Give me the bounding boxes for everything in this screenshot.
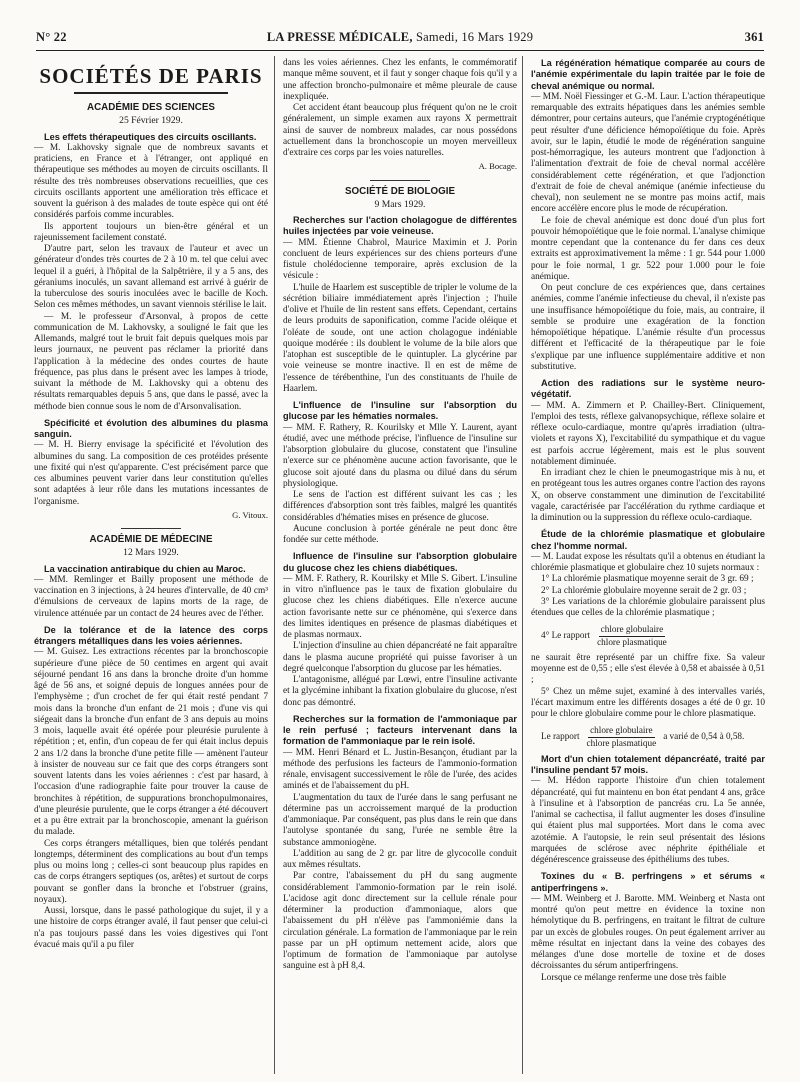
paragraph: — M. Laudat expose les résultats qu'il a obtenus en étudiant la chlorémie plasmatique et globulaire chez 10 sujets normaux : bbox=[531, 551, 765, 573]
column-1 bbox=[34, 58, 268, 1074]
paragraph: L'addition au sang de 2 gr. par litre de glycocolle conduit aux mêmes résultats. bbox=[283, 848, 517, 870]
issue-number: N° 22 bbox=[36, 30, 67, 44]
issue-date: Samedi, 16 Mars 1929 bbox=[416, 30, 534, 44]
paragraph: L'augmentation du taux de l'urée dans le sang perfusant ne détermine pas un accroissement marqué de la production d'ammoniaque. Par conséquent, pas plus dans le rein que dans l'autolyse spontanée du sang, l'urée ne semble être la substance ammoniogène. bbox=[283, 792, 517, 848]
page-title: SOCIÉTÉS DE PARIS bbox=[39, 64, 263, 88]
paragraph: — MM. Weinberg et J. Barotte. MM. Weinberg et Nasta ont montré qu'on peut mettre en évidence la toxine non hémolytique du B. perfringens, en traitant le filtrat de culture par un excès de globules rouges. On peut également arriver au même résultat en injectant dans la veine des cobayes des mélanges d'une dose mortelle de toxine et de doses décroissantes du sérum antiperfringens. bbox=[531, 893, 765, 972]
paragraph: Par contre, l'abaissement du pH du sang augmente considérablement l'ammonio-formation par le rein isolé. L'acidose agit donc directement sur la cellule rénale pour déterminer la production d'ammoniaque, alors que l'abaissement du pH n'élève pas l'ammoniémie dans la circulation générale. La formation de l'ammoniaque par le rein passe par un pH optimum nettement acide, alors que l'optimum de formation de l'ammoniaque par autolyse sanguine est à pH 8,4. bbox=[283, 871, 517, 972]
column-divider bbox=[522, 56, 523, 1074]
column-divider bbox=[274, 56, 275, 1074]
section-date: 12 Mars 1929. bbox=[123, 547, 179, 559]
journal-name: LA PRESSE MÉDICALE, bbox=[266, 30, 413, 44]
paragraph: — MM. F. Rathery, R. Kourilsky et Mlle S. Gibert. L'insuline in vitro n'influence pas le taux de fixation globulaire du glucose chez les chiens diabétiques. Elle n'exerce aucune action favorisante nette sur ce phénomène, qui s'exerce dans des limites identiques en présence de plasmas diabétiques et de plasmas normaux. bbox=[283, 573, 517, 640]
section-date: 9 Mars 1929. bbox=[374, 198, 426, 210]
title-rule bbox=[74, 92, 228, 94]
fraction-numerator: chlore globulaire bbox=[588, 725, 655, 737]
article-title: Les effets thérapeutiques des circuits oscillants. bbox=[44, 131, 257, 142]
paragraph: Lorsque ce mélange renferme une dose très faible bbox=[541, 972, 727, 983]
paragraph: — MM. Henri Bénard et L. Justin-Besançon, étudiant par la méthode des perfusions les facteurs de l'ammonio-formation rénale, envisagent successivement le rôle de l'urée, des acides aminés et de l'abaissement du pH. bbox=[283, 747, 517, 792]
paragraph: On peut conclure de ces expériences que, dans certaines anémies, comme l'anémie infectieuse du cheval, il n'existe pas une insuffisance hémopoïétique du foie, mais, au contraire, il semble se produire une exagération de la fonction hémopoïétique hépatique. L'anémie résulte d'un processus différent et l'efficacité de la thérapeutique par le foie s'explique par une influence supplémentaire additive et non substitutive. bbox=[531, 283, 765, 372]
paragraph: Aussi, lorsque, dans le passé pathologique du sujet, il y a une histoire de corps étranger avalé, il faut penser que celui-ci n'a pas toujours passé dans les voies digestives qui l'ont évacué mais qu'il a pu filer bbox=[34, 906, 268, 950]
paragraph: — M. le professeur d'Arsonval, à propos de cette communication de M. Lakhovsky, a souligné le fait que les Allemands, malgré tout le bruit fait depuis quelques mois par leurs journaux, ne peuvent pas réclamer la priorité dans l'application à la médecine des ondes courtes de haute fréquence, pas plus dans le présent avec les lampes à triode, suivant la méthode de M. Lakhovsky qui a obtenu des résultats remarquables depuis 5 ans, que dans le passé, avec la méthode bien connue sous le nom de d'Arsonvalisation. bbox=[34, 311, 268, 412]
paragraph: — M. Guisez. Les extractions récentes par la bronchoscopie supérieure d'une pièce de 50 centimes en argent qui avait séjourné pendant 16 ans dans la bronche droite d'un homme âgé de 56 ans, et soigné depuis de longues années pour de l'emphysème ; d'un crochet de fer qui était resté pendant 7 mois dans la bronche d'un enfant de 21 mois ; d'une vis qui siégeait dans la bronche d'un enfant de 3 ans depuis au moins 3 mois, laquelle avait été opérée pour pleurésie purulente à répétition ; et, enfin, d'un copeau de fer qui était inclus depuis 2 ans 1/2 dans la bronche d'une petite fille — amènent l'auteur à insister de nouveau sur ce fait que des corps étrangers sont souvent latents dans les voies aériennes : c'est par hasard, à l'occasion d'une radiographie faite pour trouver la cause de bronchites à répétition, de suppurations bronchopulmonaires, d'une pleurésie purulente, que le corps étranger a été découvert et a pu être extrait par la bronchoscopie, amenant la guérison du malade. bbox=[34, 647, 268, 838]
formula-label: 4° Le rapport bbox=[541, 630, 591, 641]
formula-result: a varié de 0,54 à 0,58. bbox=[663, 731, 745, 742]
fraction-denominator: chlore plasmatique bbox=[586, 737, 657, 748]
running-head bbox=[36, 30, 764, 48]
fraction bbox=[585, 725, 659, 749]
paragraph: — MM. F. Rathery, R. Kourilsky et Mlle Y. Laurent, ayant étudié, avec une méthode précise, l'influence de l'insuline sur l'absorption globulaire du glucose, constatent que l'insuline n'exerce sur ce phénomène aucune action favorisante, que le glucose soit ajouté dans du plasma ou dilué dans du sérum physiologique. bbox=[283, 422, 517, 489]
article-title: Influence de l'insuline sur l'absorption globulaire du glucose chez les chiens diabétiques. bbox=[283, 551, 517, 573]
paragraph: D'autre part, selon les travaux de l'auteur et avec un générateur d'ondes très courtes de 2 à 10 m. tel que celui avec lequel il a guéri, à l'hôpital de la Salpêtrière, il y a 5 ans, des géraniums inoculés, un savant allemand est arrivé à guérir de la tuberculose des souris inoculées avec le bacille de Koch. Selon ces mêmes méthodes, un savant viennois stérilise le lait. bbox=[34, 244, 268, 311]
paragraph: — MM. Remlinger et Bailly proposent une méthode de vaccination en 3 injections, à 24 heures d'intervalle, de 40 cm³ d'émulsions de cerveaux de lapins morts de la rage, de virulence atténuée par un contact de 24 heures avec de l'éther. bbox=[34, 574, 268, 619]
article-title: Action des radiations sur le système neuro-végétatif. bbox=[531, 378, 765, 400]
article-title: De la tolérance et de la latence des corps étrangers métalliques dans les voies aériennes. bbox=[34, 624, 268, 646]
list-item: 5° Chez un même sujet, examiné à des intervalles variés, l'écart maximum entre les différents dosages a été de 0 gr. 10 pour le chlore globulaire comme pour le chlore plasmatique. bbox=[531, 686, 765, 719]
article-title: La vaccination antirabique du chien au Maroc. bbox=[44, 563, 246, 574]
ratio-formula bbox=[541, 624, 765, 648]
paragraph: Cet accident étant beaucoup plus fréquent qu'on ne le croit généralement, un simple examen aux rayons X permettrait ainsi de sauver de nombreux malades, car nous possédons actuellement dans la bronchoscopie un moyen merveilleux d'extraire ces corps par les voies naturelles. bbox=[283, 103, 517, 158]
fraction bbox=[595, 624, 669, 648]
column-3 bbox=[531, 58, 765, 1074]
list-item: 2° La chlorémie globulaire moyenne serait de 2 gr. 03 ; bbox=[541, 585, 747, 596]
article-title: Recherches sur l'action cholagogue de différentes huiles injectées par voie veineuse. bbox=[283, 215, 517, 237]
paragraph: L'huile de Haarlem est susceptible de tripler le volume de la sécrétion biliaire immédiatement après l'injection ; l'huile d'olive et l'huile de lin restent sans effets. Cependant, certains de leurs produits de saponification, comme l'acide oléique et l'oléate de soude, ont une action cholagogue indéniable quoique modérée : ils doublent le volume de la bile alors que l'atophan est susceptible de le quintupler. La glycérine par voie veineuse se montre inactive. Il en est de même de l'essence de térébenthine, l'un des constituants de l'huile de Haarlem. bbox=[283, 282, 517, 394]
paragraph: Le sens de l'action est différent suivant les cas ; les différences d'absorption sont très faibles, malgré les quantités considérables d'hématies mises en présence de glucose. bbox=[283, 490, 517, 523]
paragraph: L'antagonisme, allégué par Lœwi, entre l'insuline activante et la glycémine inhibant la fixation globulaire du glucose, n'est donc pas démontré. bbox=[283, 675, 517, 708]
section-separator bbox=[370, 180, 430, 181]
article-title: Spécificité et évolution des albumines du plasma sanguin. bbox=[34, 417, 268, 439]
list-item: 1° La chlorémie plasmatique moyenne serait de 3 gr. 69 ; bbox=[541, 574, 754, 585]
paragraph: ne saurait être représenté par un chiffre fixe. Sa valeur moyenne est de 0,55 ; elle s'est élevée à 0,58 et abaissée à 0,51 ; bbox=[531, 652, 765, 686]
fraction-denominator: chlore plasmatique bbox=[597, 636, 667, 647]
paragraph: Aucune conclusion à portée générale ne peut donc être fondée sur cette méthode. bbox=[283, 523, 517, 545]
list-item: 3° Les variations de la chlorémie globulaire paraissent plus étendues que celles de la chlorémie plasmatique ; bbox=[531, 596, 765, 618]
page-number: 361 bbox=[744, 30, 764, 44]
paragraph: — MM. A. Zimmern et P. Chailley-Bert. Cliniquement, l'emploi des tests, réflexe galvanopsychique, réflexe solaire et réflexe oculo-cardiaque, montre qu'après irradiation (ultra-violets et rayons X), l'excitabilité du sympathique et du vague est parfois accrue légèrement, mais est le plus souvent notablement diminuée. bbox=[531, 400, 765, 467]
paragraph: En irradiant chez le chien le pneumogastrique mis à nu, et en protégeant tous les autres organes contre l'action des rayons X, on observe constamment une diminution de l'excitabilité vagale, caractérisée par l'accélération du rythme cardiaque et la diminution ou la suppression du réflexe oculo-cardiaque. bbox=[531, 468, 765, 523]
article-title: Toxines du « B. perfringens » et sérums « antiperfringens ». bbox=[531, 871, 765, 893]
signature: A. Bocage. bbox=[478, 161, 517, 172]
journal-title-line bbox=[36, 30, 764, 45]
paragraph: — M. Hédon rapporte l'histoire d'un chien totalement dépancréaté, qui fut maintenu en bon état pendant 4 ans, grâce à l'insuline et à l'absorption de pancréas cru. La 5e année, l'animal se cachectisa, il fallut augmenter les doses d'insuline qui étaient plus mal supportées. Mort dans le coma avec azotémie. A l'autopsie, le rein seul présentait des lésions marquées de sclérose avec néphrite épithéliale et dégénérescence graisseuse des épithéliums des tubes. bbox=[531, 776, 765, 865]
column-2 bbox=[283, 58, 517, 1074]
signature: G. Vitoux. bbox=[232, 509, 268, 520]
paragraph: dans les voies aériennes. Chez les enfants, le commémoratif manque même souvent, et il faut y songer chaque fois qu'il y a une affection broncho-pulmonaire et même pleurale de cause inexpliquée. bbox=[283, 58, 517, 102]
paragraph: Ils apportent toujours un bien-être général et un rajeunissement facilement constaté. bbox=[34, 221, 268, 243]
paragraph: — M. H. Bierry envisage la spécificité et l'évolution des albumines du sang. La composition de ces protéides présente une fixité qui n'est qu'apparente. C'est précisément parce que ces albumines peuvent varier dans leur constitution qu'elles sont adaptées à leur rôle dans les mutations incessantes de l'organisme. bbox=[34, 440, 268, 507]
paragraph: Ces corps étrangers métalliques, bien que tolérés pendant longtemps, déterminent des complications au bout d'un temps plus ou moins long ; celles-ci sont beaucoup plus rapides en cas de corps étrangers septiques (os, arêtes) et surtout de corps pouvant se gonfler dans la bronche et l'obstruer (grains, noyaux). bbox=[34, 838, 268, 905]
ratio-formula bbox=[541, 725, 765, 749]
paragraph: Le foie de cheval anémique est donc doué d'un plus fort pouvoir hémopoïétique que le foie normal. L'analyse chimique montre cependant que la contenance du fer dans ces deux extraits est approximativement la même : 1 gr. 544 pour 1.000 pour le foie normal, 1 gr. 522 pour 1.000 pour le foie anémique. bbox=[531, 215, 765, 282]
section-heading: ACADÉMIE DE MÉDECINE bbox=[89, 534, 213, 545]
paragraph: L'injection d'insuline au chien dépancréaté ne fait apparaître dans le plasma aucune propriété qui puisse favoriser à un degré quelconque l'absorption du glucose par les hématies. bbox=[283, 641, 517, 674]
paragraph: — MM. Étienne Chabrol, Maurice Maximin et J. Porin concluent de leurs expériences sur des chiens porteurs d'une fistule cholédocienne temporaire, après exclusion de la vésicule : bbox=[283, 237, 517, 282]
formula-label: Le rapport bbox=[541, 731, 580, 742]
article-title: Recherches sur la formation de l'ammoniaque par le rein perfusé ; facteurs intervenant dans la formation de l'ammoniaque par le rein isolé. bbox=[283, 713, 517, 747]
section-heading: SOCIÉTÉ DE BIOLOGIE bbox=[345, 185, 455, 197]
section-separator bbox=[121, 528, 181, 529]
paragraph: — M. Lakhovsky signale que de nombreux savants et praticiens, en France et à l'étranger, ont appliqué en thérapeutique ses méthodes au moyen de circuits oscillants. Il résulte des très nombreuses observations recueillies, que ces circuits oscillants apportent une amélioration très efficace et souvent la guérison à des malades de toute espèce qui ont été considérés parfois comme incurables. bbox=[34, 142, 268, 221]
article-title: Mort d'un chien totalement dépancréaté, traité par l'insuline pendant 57 mois. bbox=[531, 753, 765, 775]
header-rule bbox=[36, 50, 764, 51]
article-title: La régénération hématique comparée au cours de l'anémie expérimentale du lapin traitée par le foie de cheval anémique ou normal. bbox=[531, 58, 765, 91]
section-date: 25 Février 1929. bbox=[119, 115, 183, 127]
section-heading: ACADÉMIE DES SCIENCES bbox=[87, 102, 215, 113]
article-title: L'influence de l'insuline sur l'absorption du glucose par les hématies normales. bbox=[283, 400, 517, 422]
article-title: Étude de la chlorémie plasmatique et globulaire chez l'homme normal. bbox=[531, 529, 765, 551]
paragraph: — MM. Noël Fiessinger et G.-M. Laur. L'action thérapeutique remarquable des extraits hépatiques dans les anémies semble démontrer, pour certains auteurs, que l'anémie cryptogénétique peut résulter d'une déficience hémopoïétique du foie. Après avoir, sur le lapin, étudié le mode de régénération sanguine post-hémorragique, les auteurs montrent que l'adjonction à l'alimentation d'extrait de foie de cheval normal accélère considérablement cette régénération, et que l'adjonction d'extrait de foie de cheval anémique (anémie infectieuse du cheval), non seulement ne se montre pas moins actif, mais encore accélère encore plus le mode de récupération. bbox=[531, 91, 765, 215]
fraction-numerator: chlore globulaire bbox=[599, 624, 666, 636]
